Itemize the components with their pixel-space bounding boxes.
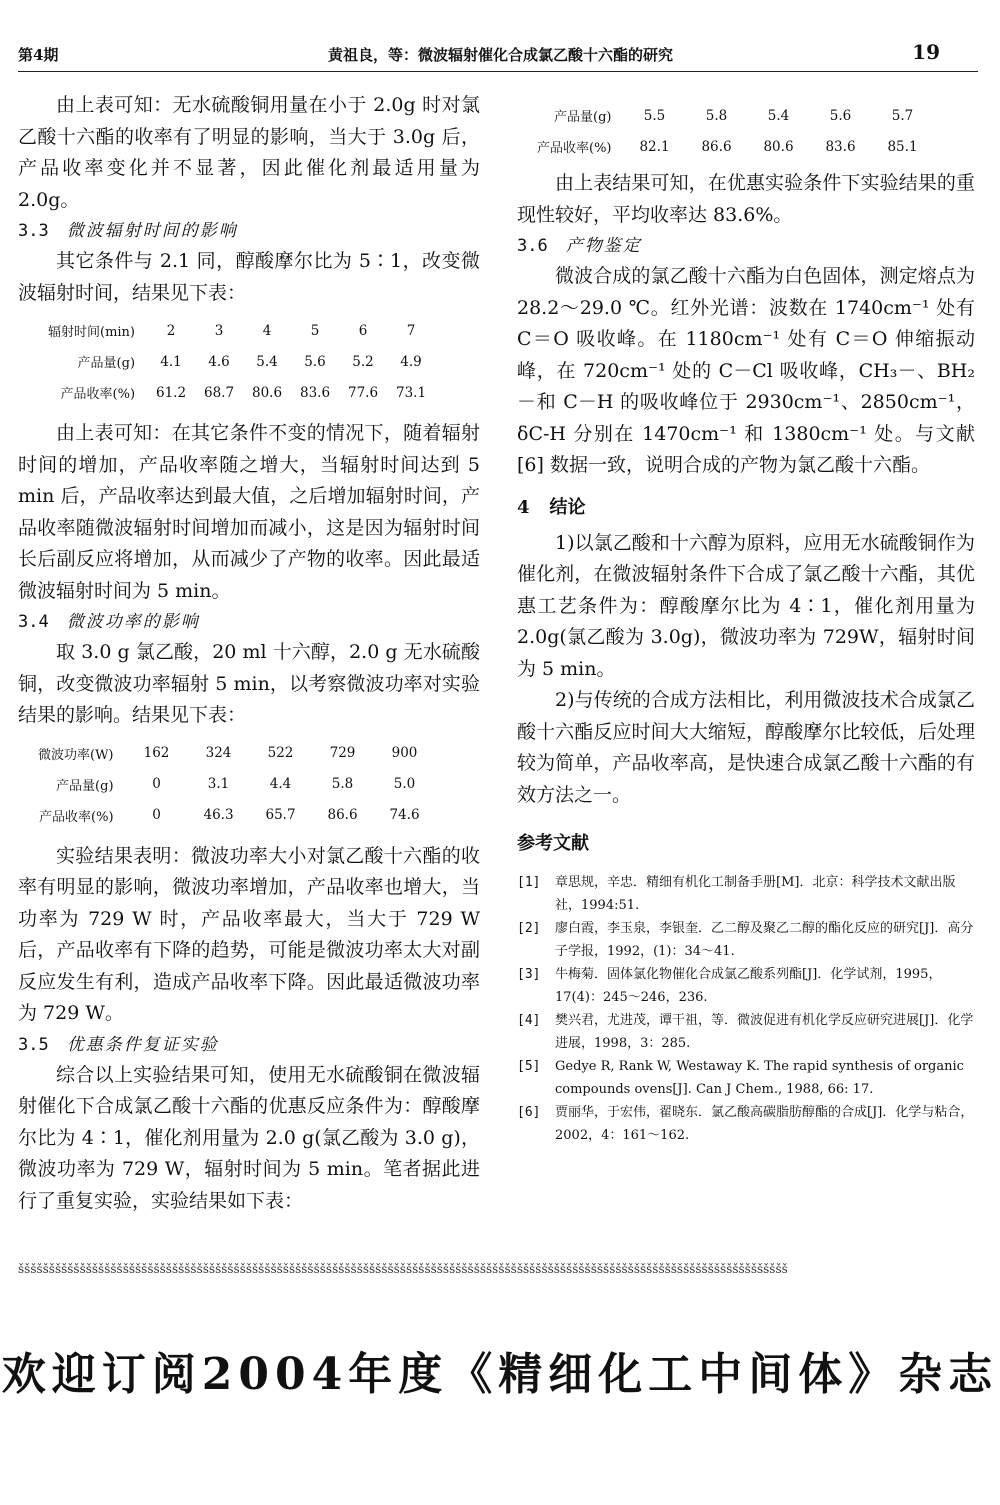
table-cell: 522 [267,745,294,761]
decorative-divider: ššššššššššššššššššššššššššššššššššššššššššššššššššššššššššššššššššššššššššššššššššššššššššššššššššššššššššššššššššššššššššššš [18,1262,788,1276]
conclusion-item: 1)以氯乙酸和十六醇为原料，应用无水硫酸铜作为催化剂，在微波辐射条件下合成了氯乙酸十六酯，其优惠工艺条件为：醇酸摩尔比为 4∶1，催化剂用量为 2.0g(氯乙酸为 3.0g)，微波功率为 729W，辐射时间为 5 min。 [517,531,975,680]
table-cell: 3.1 [207,776,230,792]
section-heading-3-6 [517,231,975,261]
section-title: 微波功率的影响 [66,612,200,632]
paragraph: 由上表可知：在其它条件不变的情况下，随着辐射时间的增加，产品收率随之增大，当辐射时间达到 5 min 后，产品收率达到最大值，之后增加辐射时间，产品收率随微波辐射时间增加而减小，这是因为辐射时间长后副反应将增加，从而减少了产物的收率。因此最适微波辐射时间为 5 min。 [18,422,480,602]
table-row [48,315,435,346]
row-label: 微波功率(W) [38,747,114,763]
table-cell: 4.6 [208,353,230,370]
right-column [517,100,975,1147]
subscription-banner: 欢迎订阅2004年度《精细化工中间体》杂志 [1,1349,999,1400]
table-cell: 5.0 [393,776,416,792]
table-cell: 900 [391,745,418,761]
table-cell: 86.6 [701,138,732,155]
paragraph: 取 3.0 g 氯乙酸，20 ml 十六醇，2.0 g 无水硫酸铜，改变微波功率辐射 5 min，以考察微波功率对实验结果的影响。结果见下表： [18,641,480,726]
conclusion-item: 2)与传统的合成方法相比，利用微波技术合成氯乙酸十六酯反应时间大大缩短，醇酸摩尔比较低，后处理较为简单，产品收率高，是快速合成氯乙酸十六酯的有效方法之一。 [517,689,975,806]
table-cell: 83.6 [825,138,856,155]
section-number: 3.3 [18,221,49,241]
reference-item [517,1055,975,1101]
section-heading-3-4 [18,607,480,637]
paragraph: 综合以上实验结果可知，使用无水硫酸铜在微波辐射催化下合成氯乙酸十六酯的优惠反应条件为：醇酸摩尔比为 4∶1，催化剂用量为 2.0 g(氯乙酸为 3.0 g)，微波功率为 729 W，辐射时间为 5 min。笔者据此进行了重复实验，实验结果如下表： [18,1063,480,1212]
table-row [38,800,436,831]
reference-item [517,917,975,963]
table-row [48,346,435,377]
table-cell: 5.8 [331,776,354,792]
table-cell: 5.5 [643,107,666,124]
paragraph: 实验结果表明：微波功率大小对氯乙酸十六酯的收率有明显的影响，微波功率增加，产品收率也增大，当功率为 729 W 时，产品收率最大，当大于 729 W 后，产品收率有下降的趋势，可能是微波功率太大对副反应发生有利，造成产品收率下降。因此最适微波功率为 729 W。 [18,844,480,1024]
table-cell: 5.6 [829,107,852,124]
table-cell: 2 [166,322,176,339]
reference-text: 章思规，辛忠．精细有机化工制备手册[M]．北京：科学技术文献出版社，1994:51. [555,875,956,913]
table-cell: 85.1 [887,138,918,155]
table-cell: 68.7 [203,384,235,401]
section-title: 优惠条件复证实验 [66,1034,219,1055]
table-cell: 7 [406,322,416,339]
section-number: 4 [517,496,530,518]
section-title: 结论 [549,496,586,518]
section-number: 3.5 [18,1034,49,1055]
row-label: 产品收率(%) [39,809,114,825]
reference-number: [5] [517,1059,541,1074]
table-row [537,131,934,162]
table-cell: 4.1 [160,353,182,370]
section-title: 微波辐射时间的影响 [66,221,238,241]
reference-text: 樊兴君，尤进茂，谭干祖，等．微波促进有机化学反应研究进展[J]．化学进展，1998，3：285. [555,1013,974,1051]
section-heading-3-5 [18,1030,480,1060]
running-title: 黄祖良，等：微波辐射催化合成氯乙酸十六酯的研究 [328,46,674,64]
reference-item [517,963,975,1009]
table-row [38,738,436,769]
table-cell: 3 [214,322,224,339]
reference-text: 牛梅菊．固体氯化物催化合成氯乙酸系列酯[J]．化学试剂，1995，17(4)：245～246，236. [555,967,942,1005]
table-cell: 80.6 [251,384,283,401]
row-label: 辐射时间(min) [48,325,136,340]
reference-number: [2] [517,921,541,936]
table-cell: 74.6 [389,807,420,823]
section-number: 3.6 [517,236,548,256]
reference-item [517,1009,975,1055]
table-cell: 46.3 [203,807,234,823]
table-cell: 5.8 [705,107,728,124]
section-number: 3.4 [18,612,49,632]
row-label: 产品收率(%) [60,387,136,402]
table-row [38,769,436,800]
paragraph: 由上表结果可知，在优惠实验条件下实验结果的重现性较好，平均收率达 83.6%。 [517,172,975,226]
table-cell: 729 [329,745,356,761]
row-label: 产品量(g) [554,110,612,125]
reference-number: [6] [517,1105,541,1120]
table-cell: 4.9 [400,353,422,370]
reference-number: [3] [517,967,541,982]
row-label: 产品量(g) [56,778,114,794]
table-cell: 324 [205,745,232,761]
reference-item [517,1101,975,1147]
table-cell: 5.4 [767,107,790,124]
table-cell: 4 [262,322,272,339]
reference-number: [4] [517,1013,541,1028]
table-cell: 5.4 [256,353,278,370]
left-column [18,90,480,1217]
reference-text: Gedye R, Rank W, Westaway K. The rapid synthesis of organic compounds ovens[J]. Can J Chem., 1988, 66: 17. [555,1059,964,1097]
table-cell: 5.6 [304,353,326,370]
reference-item [517,871,975,917]
paragraph: 其它条件与 2.1 同，醇酸摩尔比为 5∶1，改变微波辐射时间，结果见下表： [18,250,480,304]
table-cell: 0 [152,807,161,823]
table-cell: 61.2 [155,384,187,401]
table-row [48,377,435,408]
table-cell: 162 [143,745,170,761]
table-repeat-experiment [537,100,934,162]
row-label: 产品收率(%) [537,141,612,156]
page-number: 19 [912,40,940,64]
table-microwave-power [38,738,436,831]
row-label: 产品量(g) [77,356,136,371]
running-header [18,40,978,74]
table-cell: 65.7 [265,807,296,823]
table-cell: 80.6 [763,138,794,155]
section-heading-3-3 [18,216,480,246]
reference-text: 廖白霞，李玉泉，李银奎．乙二醇及聚乙二醇的酯化反应的研究[J]．高分子学报，1992，(1)：34～41. [555,921,974,959]
table-cell: 0 [152,776,161,792]
table-cell: 86.6 [327,807,358,823]
table-cell: 82.1 [639,138,670,155]
table-irradiation-time [48,315,435,408]
references-heading: 参考文献 [517,833,589,854]
table-cell: 5 [310,322,320,339]
header-rule [18,71,978,72]
reference-text: 贾丽华，于宏伟，翟晓东．氯乙酸高碳脂肪醇酯的合成[J]．化学与粘合，2002，4：161～162. [555,1105,974,1143]
table-cell: 73.1 [395,384,427,401]
table-cell: 77.6 [347,384,379,401]
table-cell: 5.2 [352,353,374,370]
table-cell: 83.6 [299,384,331,401]
section-heading-4 [517,488,975,528]
table-cell: 6 [358,322,368,339]
paragraph: 微波合成的氯乙酸十六酯为白色固体，测定熔点为 28.2～29.0 ℃。红外光谱：波数在 1740cm⁻¹ 处有 C＝O 吸收峰。在 1180cm⁻¹ 处有 C＝O 伸缩振动峰，在 720cm⁻¹ 处的 C－Cl 吸收峰，CH₃－、BH₂－和 C－H 的吸收峰位于 2930cm⁻¹、2850cm⁻¹，δC-H 分别在 1470cm⁻¹ 和 1380cm⁻¹ 处。与文献[6] 数据一致，说明合成的产物为氯乙酸十六酯。 [517,265,975,476]
reference-list [517,871,975,1147]
section-title: 产物鉴定 [565,236,642,256]
table-row [537,100,934,131]
issue-number: 第4期 [18,46,59,64]
paragraph: 由上表可知：无水硫酸铜用量在小于 2.0g 时对氯乙酸十六酯的收率有了明显的影响，当大于 3.0g 后，产品收率变化并不显著，因此催化剂最适用量为 2.0g。 [18,94,480,211]
table-cell: 4.4 [269,776,292,792]
reference-number: [1] [517,875,541,890]
table-cell: 5.7 [891,107,914,124]
